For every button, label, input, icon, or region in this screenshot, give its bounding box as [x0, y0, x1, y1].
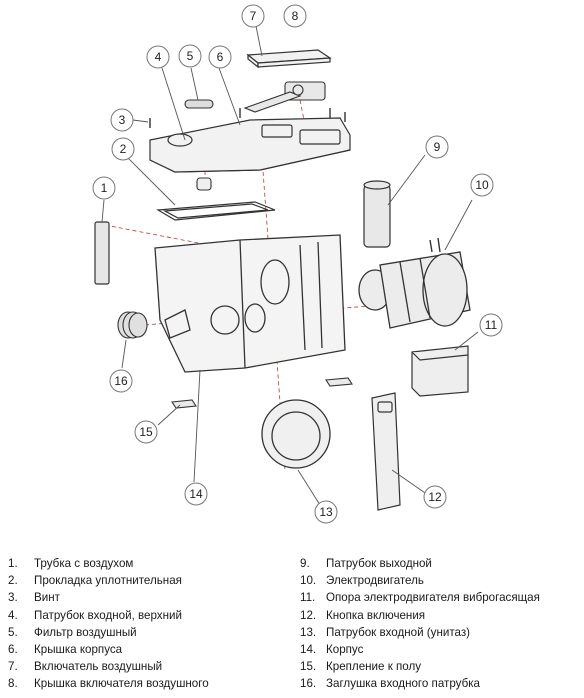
- legend-number: 15.: [300, 660, 317, 674]
- callout-14: 14: [189, 487, 203, 501]
- legend-text: Крепление к полу: [326, 660, 422, 674]
- callout-8: 8: [291, 9, 299, 23]
- part-air-filter: [185, 100, 213, 108]
- legend-text: Трубка с воздухом: [34, 557, 134, 570]
- legend-number: 3.: [8, 591, 18, 605]
- legend-text: Корпус: [326, 643, 364, 657]
- legend-number: 14.: [300, 643, 317, 657]
- legend-text: Патрубок выходной: [326, 557, 432, 570]
- legend-number: 16.: [300, 677, 317, 691]
- part-outlet-pipe: [364, 181, 390, 247]
- part-inlet-plug: [118, 312, 147, 338]
- legend-item: [8, 572, 298, 589]
- part-power-button: [372, 393, 400, 510]
- legend-number: 7.: [8, 660, 18, 674]
- callout-10: 10: [475, 178, 489, 192]
- legend-text: Электродвигатель: [326, 574, 424, 588]
- legend-item: [8, 607, 298, 624]
- legend-item: [8, 675, 298, 692]
- legend-item: [8, 658, 298, 675]
- legend-item: [300, 572, 582, 589]
- legend-item: [300, 624, 582, 641]
- legend-text: Заглушка входного патрубка: [326, 677, 481, 691]
- part-toilet-inlet: [262, 400, 330, 468]
- callout-12: 12: [428, 490, 442, 504]
- legend-number: 10.: [300, 574, 317, 588]
- legend-number: 13.: [300, 625, 317, 639]
- callout-13: 13: [319, 505, 333, 519]
- legend-text: Прокладка уплотнительная: [34, 574, 182, 588]
- part-gasket: [158, 202, 275, 220]
- parts-legend-right: [300, 555, 582, 693]
- legend-item: [300, 675, 582, 692]
- callout-1: 1: [100, 181, 108, 195]
- callout-16: 16: [114, 374, 128, 388]
- legend-text: Опора электродвигателя виброгасящая: [326, 591, 540, 605]
- legend-number: 4.: [8, 608, 18, 622]
- part-switch-cover: [248, 50, 330, 67]
- legend-number: 11.: [300, 591, 316, 605]
- legend-item: [300, 641, 582, 658]
- legend-number: 9.: [300, 557, 310, 570]
- callout-15: 15: [139, 425, 153, 439]
- part-upper-inlet: [197, 178, 211, 190]
- legend-text: Кнопка включения: [326, 608, 426, 622]
- legend-number: 5.: [8, 625, 18, 639]
- callout-4: 4: [154, 50, 162, 64]
- part-housing: [155, 235, 345, 372]
- legend-number: 2.: [8, 574, 18, 588]
- callout-7: 7: [249, 9, 257, 23]
- legend-item: [8, 555, 298, 572]
- callout-2: 2: [119, 142, 127, 156]
- legend-number: 6.: [8, 643, 18, 657]
- legend-number: 1.: [8, 557, 18, 570]
- legend-text: Крышка корпуса: [34, 643, 123, 657]
- part-motor-support: [412, 346, 468, 396]
- callout-3: 3: [118, 113, 126, 127]
- legend-number: 12.: [300, 608, 317, 622]
- part-air-switch: [245, 82, 325, 112]
- legend-text: Включатель воздушный: [34, 660, 163, 674]
- legend-number: 8.: [8, 677, 18, 691]
- legend-text: Винт: [34, 591, 60, 605]
- callout-6: 6: [216, 50, 224, 64]
- callout-9: 9: [433, 140, 441, 154]
- legend-item: [300, 555, 582, 572]
- legend-text: Фильтр воздушный: [34, 625, 137, 639]
- legend-item: [300, 589, 582, 606]
- legend-item: [8, 624, 298, 641]
- parts-legend-left: [8, 555, 298, 693]
- legend-text: Патрубок входной, верхний: [34, 608, 182, 622]
- legend-item: [8, 589, 298, 606]
- part-air-tube: [95, 222, 109, 284]
- legend-item: [8, 641, 298, 658]
- legend-item: [300, 658, 582, 675]
- legend-text: Патрубок входной (унитаз): [326, 625, 471, 639]
- legend-item: [300, 607, 582, 624]
- callout-5: 5: [186, 49, 194, 63]
- part-motor: [359, 238, 470, 328]
- callout-11: 11: [484, 318, 498, 332]
- legend-text: Крышка включателя воздушного: [34, 677, 209, 691]
- part-housing-cover: [150, 118, 350, 172]
